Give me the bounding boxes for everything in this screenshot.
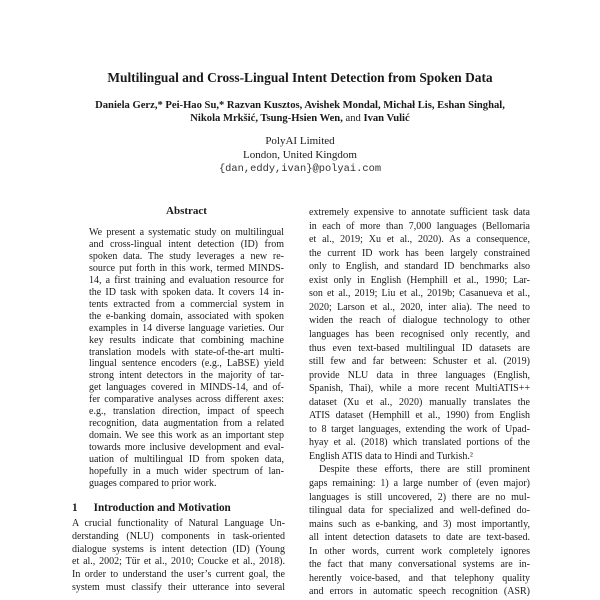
author-names: Nikola Mrkšić, Tsung-Hsien Wen,: [190, 113, 343, 124]
text-line: widen the reach of dialogue technology to other: [309, 315, 530, 327]
abstract-heading: Abstract: [166, 205, 207, 217]
text-line: tilingual data for specialized and well-defined do-: [309, 505, 530, 517]
text-line: We present a systematic study on multilingual: [89, 227, 284, 238]
text-line: the fact that many conversational systems are in-: [309, 559, 530, 571]
text-line: examples in 14 diverse language varieties. Our: [89, 322, 284, 334]
text-line: system must classify their utterance into several: [72, 582, 285, 593]
text-line: and cross-lingual intent detection (ID) from: [89, 238, 284, 250]
text-line: the ID task with spoken data. It covers 14 in-: [89, 286, 284, 298]
text-line: extremely expensive to annotate sufficient task data: [309, 207, 530, 218]
text-line: hyay et al. (2018) which translated portions of the: [309, 437, 530, 449]
authors-line-2: [0, 113, 600, 124]
text-line: in each of more than 7,000 languages (Bellomaria: [309, 220, 530, 232]
text-line: exist only in English (Hemphill et al., 1990; Lar-: [309, 274, 530, 286]
text-line: the current ID work has been largely constrained: [309, 247, 530, 259]
text-line: strong intent detectors in the majority of tar-: [89, 370, 284, 382]
text-line: e.g., translation direction, impact of speech: [89, 406, 284, 418]
text-line: recognition, data augmentation from a related: [89, 418, 284, 430]
text-line: dialogue systems is intent detection (ID) (Young: [72, 543, 285, 555]
text-line: guages compared to prior work.: [89, 477, 217, 489]
text-line: ATIS dataset (Hemphill et al., 1990) from English: [309, 410, 530, 422]
text-line: A crucial functionality of Natural Language Un-: [72, 518, 285, 529]
text-line: provide NLU data in three languages (English,: [309, 369, 530, 381]
text-line: thus even text-based multilingual ID datasets are: [309, 342, 530, 354]
section-number: 1: [72, 502, 78, 514]
text-line: languages has been recognised only recently, and: [309, 328, 530, 340]
text-line: derstanding (NLU) components in task-oriented: [72, 530, 285, 542]
text-line: get languages covered in MINDS-14, and of-: [89, 382, 284, 394]
text-line: to 8 target languages, extending the work of Upad-: [309, 423, 530, 435]
text-line: In other words, current work completely ignores: [309, 545, 530, 557]
text-line: dataset (Xu et al., 2020) manually translates the: [309, 396, 530, 408]
text-line: 2020; Larson et al., 2020, inter alia). The need to: [309, 301, 530, 313]
text-line: translation models with state-of-the-art multi-: [89, 346, 284, 358]
author-email: {dan,eddy,ivan}@polyai.com: [218, 163, 382, 175]
text-line: et al., 2002; Tür et al., 2010; Coucke et al., 2018).: [72, 556, 285, 568]
text-line: In order to understand the user’s current goal, the: [72, 569, 285, 581]
affiliation-location: London, United Kingdom: [243, 149, 357, 161]
author-last: Ivan Vulić: [363, 113, 410, 124]
text-line: languages is still uncovered, 2) there are no mul-: [309, 491, 530, 503]
text-line: still few and far between: Schuster et al. (2019): [309, 356, 530, 368]
text-line: the e-banking domain, associated with spoken: [89, 310, 284, 322]
section-title: Introduction and Motivation: [93, 502, 231, 514]
text-line: and errors in automatic speech recognition (ASR): [309, 586, 530, 598]
authors-line-1: Daniela Gerz,* Pei-Hao Su,* Razvan Kusztos, Avishek Mondal, Michał Lis, Eshan Singhal,: [95, 100, 505, 111]
paper-title: Multilingual and Cross-Lingual Intent Detection from Spoken Data: [107, 70, 493, 85]
text-line: source put forth in this work, termed MINDS-: [89, 262, 284, 274]
text-line: hopefully in a much wider spectrum of lan-: [89, 466, 284, 477]
text-line: uation of multilingual ID from spoken data,: [89, 454, 284, 466]
text-line: key results indicate that combining machine: [89, 334, 284, 346]
text-line: 14, a first training and evaluation resource for: [89, 274, 284, 286]
text-line: domain. We see this work as an important step: [89, 430, 284, 442]
text-line: herently voice-based, and that telephony quality: [309, 572, 530, 584]
author-and: and: [345, 113, 361, 124]
text-line: spoken data. The study leverages a new re-: [89, 250, 284, 262]
text-line: towards more inclusive development and eval-: [89, 442, 284, 454]
text-line: all intent detection datasets to date are text-based.: [309, 532, 530, 544]
text-line: fer comparative analyses across different axes:: [89, 394, 284, 406]
text-line: son et al., 2019; Liu et al., 2019b; Casanueva et al.,: [309, 288, 530, 300]
affiliation-org: PolyAI Limited: [265, 135, 335, 147]
text-line: only to English, and standard ID benchmarks also: [309, 261, 530, 273]
text-line: Despite these efforts, there are still prominent: [319, 464, 530, 476]
text-line: English ATIS data to Hindi and Turkish.²: [309, 450, 473, 462]
text-line: tents extracted from a commercial system in: [89, 298, 284, 310]
text-line: Spanish, Thai), while a more recent MultiATIS++: [309, 383, 530, 395]
text-line: lingual sentence encoders (e.g., LaBSE) yield: [89, 358, 284, 370]
text-line: gaps remaining: 1) a large number of (even major): [309, 478, 530, 489]
text-line: mains such as e-banking, and 3) most importantly,: [309, 518, 530, 530]
text-line: et al., 2019; Xu et al., 2020). As a consequence,: [309, 234, 530, 246]
section-heading: [72, 502, 231, 514]
